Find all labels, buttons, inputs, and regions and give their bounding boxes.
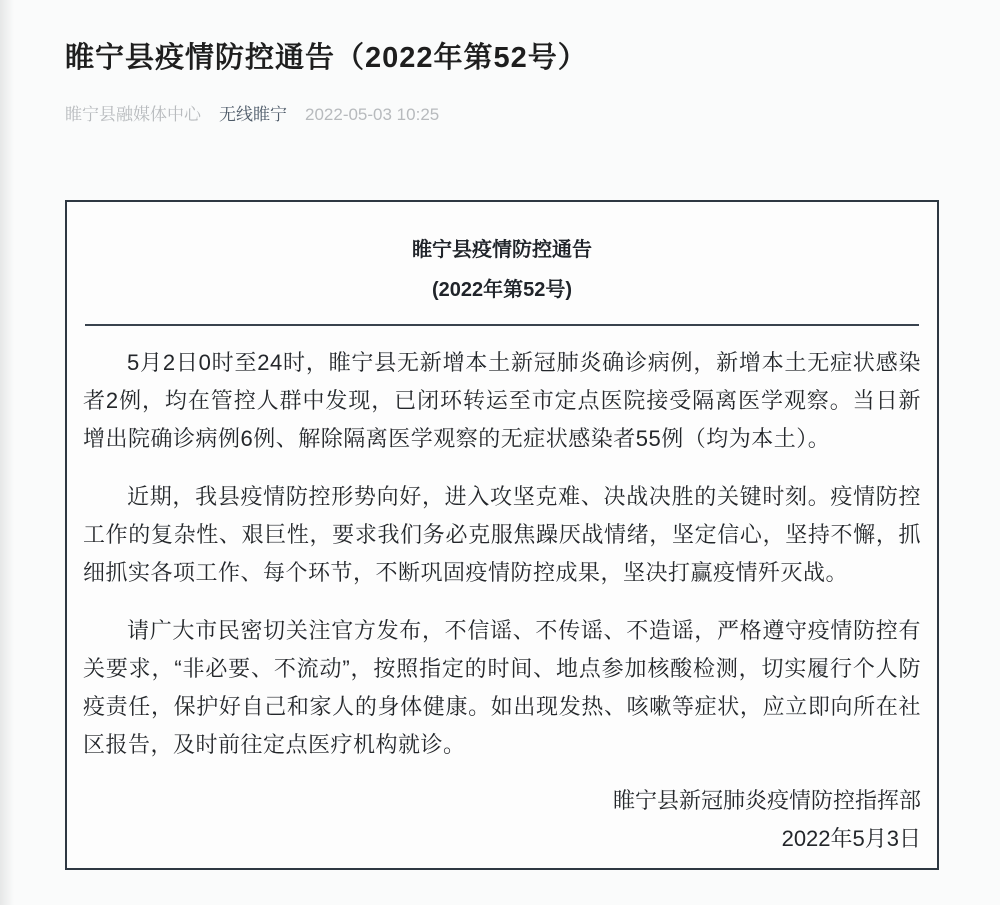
byline-source: 睢宁县融媒体中心 <box>65 105 201 124</box>
notice-date: 2022年5月3日 <box>781 826 921 851</box>
notice-paragraph-1: 5月2日0时至24时，睢宁县无新增本土新冠肺炎确诊病例，新增本土无症状感染者2例，均在管控人群中发现，已闭环转运至市定点医院接受隔离医学观察。当日新增出院确诊病例6例、解除隔离医学观察的无症状感染者55例（均为本土）。 <box>83 350 921 451</box>
notice-number: (2022年第52号) <box>431 279 573 301</box>
byline-account-link[interactable]: 无线睢宁 <box>219 105 287 124</box>
notice-paragraph-2: 近期，我县疫情防控形势向好，进入攻坚克难、决战决胜的关键时刻。疫情防控工作的复杂性、艰巨性，要求我们务必克服焦躁厌战情绪，坚定信心，坚持不懈，抓细抓实各项工作、每个环节，不断巩固疫情防控成果，坚决打赢疫情歼灭战。 <box>83 484 921 585</box>
notice-title: 睢宁县疫情防控通告 <box>412 239 592 261</box>
byline <box>65 104 940 126</box>
notice-box <box>65 200 939 870</box>
page-title: 睢宁县疫情防控通告（2022年第52号） <box>65 42 588 74</box>
byline-timestamp: 2022-05-03 10:25 <box>305 105 440 124</box>
notice-signature: 睢宁县新冠肺炎疫情防控指挥部 <box>612 788 921 813</box>
heading-divider <box>85 324 919 326</box>
notice-paragraph-3: 请广大市民密切关注官方发布，不信谣、不传谣、不造谣，严格遵守疫情防控有关要求，“非必要、不流动”，按照指定的时间、地点参加核酸检测，切实履行个人防疫责任，保护好自己和家人的身体健康。如出现发热、咳嗽等症状，应立即向所在社区报告，及时前往定点医疗机构就诊。 <box>83 618 921 757</box>
